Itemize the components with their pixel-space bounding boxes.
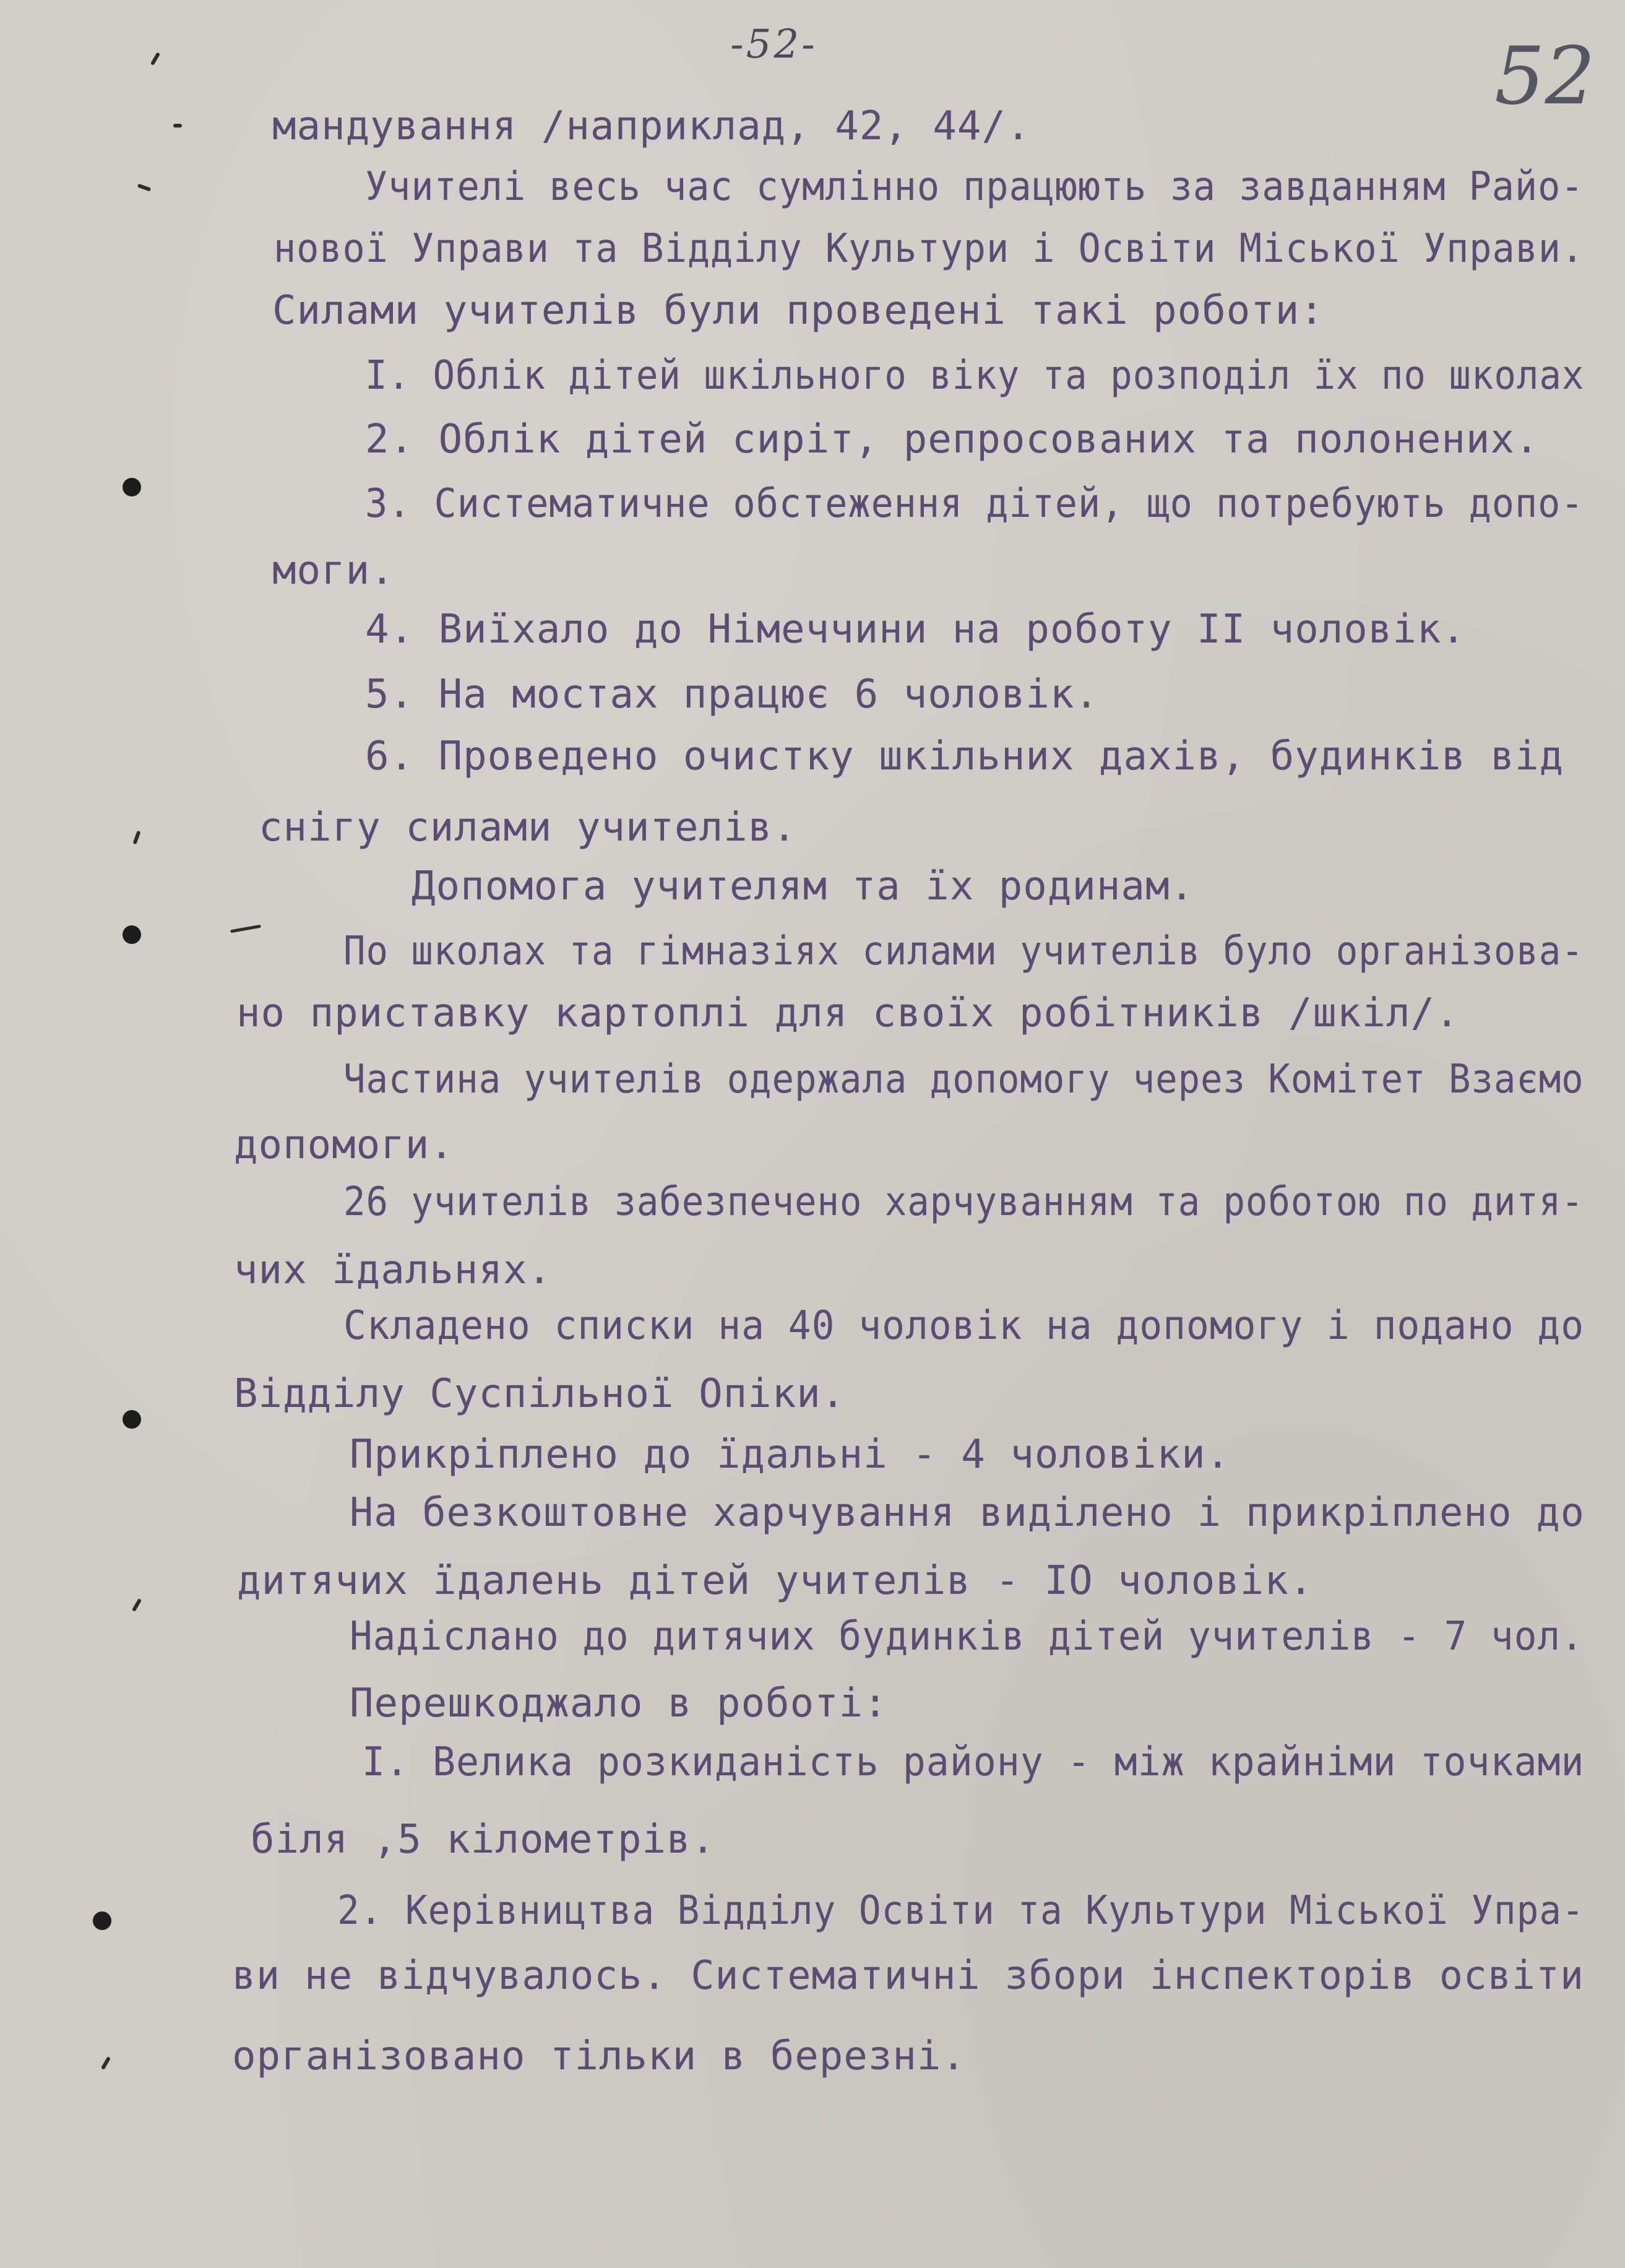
text-line: дитячих їдалень дітей учителів - IO чоловік. — [237, 1558, 1314, 1604]
text-line: На безкоштовне харчування виділено і прикріплено до — [350, 1490, 1585, 1536]
text-line: Учителі весь час сумлінно працюють за завданням Райо- — [365, 164, 1584, 210]
margin-mark — [150, 52, 160, 66]
text-line: нової Управи та Відділу Культури і Освіти Міської Управи. — [274, 226, 1585, 272]
page-number: -52- — [730, 22, 817, 67]
text-line: біля ,5 кілометрів. — [251, 1817, 716, 1863]
text-line: Силами учителів були проведені такі роботи: — [272, 288, 1324, 334]
text-line: організовано тільки в березні. — [232, 2033, 966, 2079]
margin-mark — [132, 831, 140, 845]
text-line: но приставку картоплі для своїх робітників /шкіл/. — [236, 990, 1460, 1036]
text-line: 6. Проведено очистку шкільних дахів, будинків від — [365, 734, 1564, 779]
punch-hole — [123, 925, 141, 944]
text-line: 26 учителів забезпечено харчуванням та роботою по дитя- — [343, 1179, 1584, 1225]
punch-hole — [93, 1911, 111, 1930]
text-line: Прикріплено до їдальні - 4 чоловіки. — [350, 1432, 1231, 1478]
text-line: По школах та гімназіях силами учителів було організова- — [343, 928, 1584, 974]
text-line: 2. Керівництва Відділу Освіти та Культури Міської Упра- — [337, 1888, 1585, 1934]
margin-mark — [137, 183, 152, 191]
text-line: снігу силами учителів. — [259, 805, 797, 850]
text-line: 2. Облік дітей сиріт, репросованих та полонених. — [365, 417, 1540, 462]
text-line: моги. — [272, 548, 395, 594]
section-heading: Перешкоджало в роботі: — [350, 1681, 888, 1726]
margin-mark — [132, 1598, 142, 1612]
text-line: 4. Виїхало до Німеччини на роботу II чоловік. — [365, 607, 1466, 652]
text-line: мандування /наприклад, 42, 44/. — [272, 103, 1031, 149]
punch-hole — [123, 478, 141, 496]
text-line: I. Велика розкиданість району - між крайніми точками — [362, 1739, 1585, 1785]
text-line: 5. На мостах працює 6 чоловік. — [365, 672, 1099, 717]
text-line: ви не відчувалось. Систематичні збори інспекторів освіти — [232, 1953, 1584, 1999]
text-line: допомоги. — [234, 1122, 454, 1168]
section-heading: Допомога учителям та їх родинам. — [412, 863, 1194, 909]
punch-hole — [123, 1410, 141, 1429]
margin-mark — [101, 2056, 111, 2070]
text-line: Складено списки на 40 чоловік на допомогу і подано до — [343, 1303, 1585, 1349]
margin-mark — [173, 124, 182, 128]
text-line: Надіслано до дитячих будинків дітей учителів - 7 чол. — [350, 1614, 1584, 1660]
margin-mark — [230, 925, 261, 933]
text-line: I. Облік дітей шкільного віку та розподіл їх по школах — [365, 353, 1585, 399]
text-line: 3. Систематичне обстеження дітей, що потребують допо- — [365, 481, 1584, 527]
text-line: Частина учителів одержала допомогу через Комітет Взаємо — [343, 1057, 1584, 1102]
text-line: чих їдальнях. — [234, 1247, 552, 1293]
text-line: Відділу Суспільної Опіки. — [234, 1371, 846, 1417]
archive-page-number: 52 — [1494, 30, 1595, 123]
